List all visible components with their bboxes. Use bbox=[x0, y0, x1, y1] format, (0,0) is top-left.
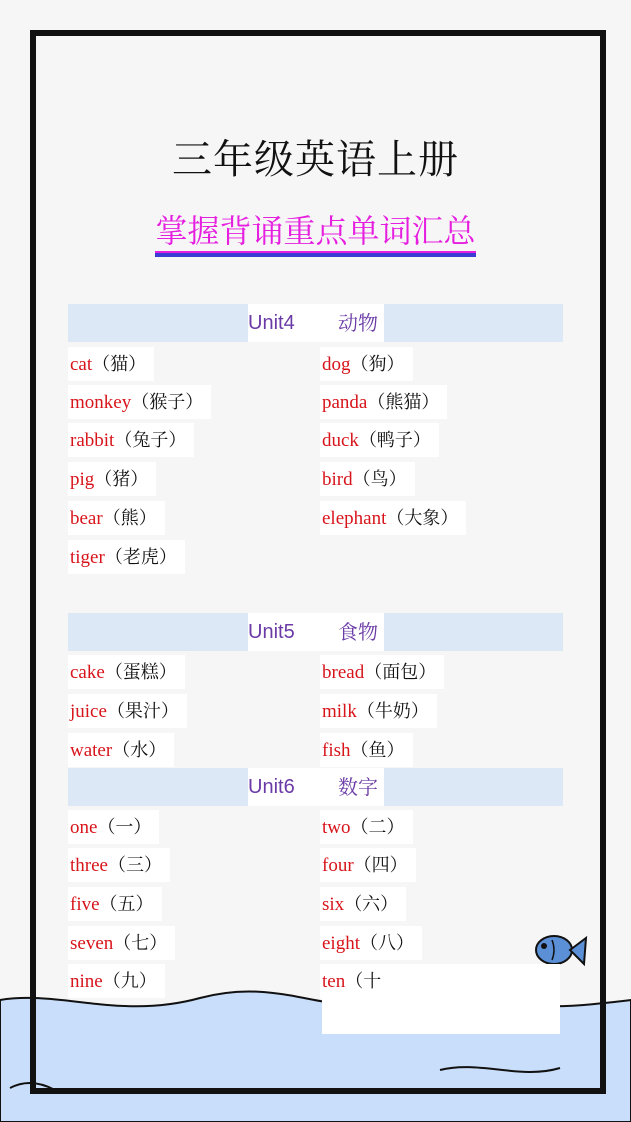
word-item: bear（熊） bbox=[68, 501, 165, 535]
word-item: juice（果汁） bbox=[68, 694, 187, 728]
unit-bar-unit6 bbox=[68, 768, 563, 806]
unit-topic: 动物 bbox=[338, 311, 378, 335]
word-item: two（二） bbox=[320, 810, 413, 844]
word-item: water（水） bbox=[68, 733, 174, 767]
word-item: pig（猪） bbox=[68, 462, 156, 496]
unit-label bbox=[248, 768, 384, 806]
subtitle-text: 掌握背诵重点单词汇总 bbox=[155, 212, 475, 253]
word-item: nine（九） bbox=[68, 964, 165, 998]
word-item: cake（蛋糕） bbox=[68, 655, 185, 689]
unit-number: Unit4 bbox=[248, 312, 295, 334]
unit-label bbox=[248, 613, 384, 651]
unit-number: Unit5 bbox=[248, 621, 295, 643]
word-item: one（一） bbox=[68, 810, 159, 844]
word-item: dog（狗） bbox=[320, 347, 413, 381]
unit-label bbox=[248, 304, 384, 342]
word-item: five（五） bbox=[68, 887, 162, 921]
word-item: monkey（猴子） bbox=[68, 385, 211, 419]
unit-topic: 食物 bbox=[338, 620, 378, 644]
page-title: 三年级英语上册 bbox=[172, 137, 459, 183]
word-item: fish（鱼） bbox=[320, 733, 413, 767]
word-item: duck（鸭子） bbox=[320, 423, 439, 457]
word-item: six（六） bbox=[320, 887, 406, 921]
word-item: milk（牛奶） bbox=[320, 694, 437, 728]
word-item: tiger（老虎） bbox=[68, 540, 185, 574]
word-item: seven（七） bbox=[68, 926, 175, 960]
word-item: panda（熊猫） bbox=[320, 385, 447, 419]
word-item: rabbit（兔子） bbox=[68, 423, 194, 457]
word-item: bird（鸟） bbox=[320, 462, 415, 496]
word-item: cat（猫） bbox=[68, 347, 154, 381]
unit-topic: 数字 bbox=[338, 775, 378, 799]
word-item: three（三） bbox=[68, 848, 170, 882]
unit-bar-unit4 bbox=[68, 304, 563, 342]
unit-bar-unit5 bbox=[68, 613, 563, 651]
word-item: ten（十 bbox=[320, 964, 560, 998]
word-item: elephant（大象） bbox=[320, 501, 466, 535]
word-item: four（四） bbox=[320, 848, 416, 882]
unit-number: Unit6 bbox=[248, 776, 295, 798]
word-item: bread（面包） bbox=[320, 655, 444, 689]
blank-box bbox=[322, 998, 560, 1034]
word-item: eight（八） bbox=[320, 926, 422, 960]
page-subtitle bbox=[0, 206, 631, 252]
